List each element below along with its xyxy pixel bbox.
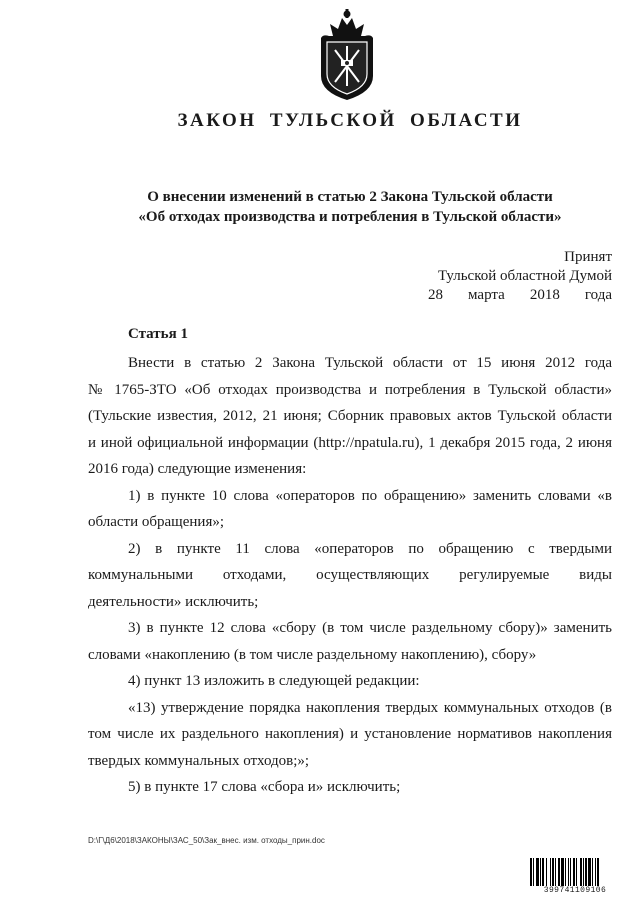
coat-of-arms-emblem [313, 6, 381, 104]
body-line: и иной официальной информации (http://npatula.ru), 1 декабря 2015 года, 2 июня [88, 434, 612, 451]
body-line: 2) в пункте 11 слова «операторов по обращению с твердыми [128, 540, 612, 557]
body-line: деятельности» исключить; [88, 593, 259, 610]
file-path-footer: D:\Г\Д6\2018\ЗАКОНЫ\ЗАС_50\Зак_внес. изм. отходы_прин.doc [88, 836, 325, 845]
body-line: Внести в статью 2 Закона Тульской области от 15 июня 2012 года [128, 355, 612, 371]
barcode-number: 399741109106 [528, 886, 622, 895]
article-body [88, 350, 612, 801]
subject-line-1: О внесении изменений в статью 2 Закона Тульской области [147, 189, 553, 205]
body-line: 2016 года) следующие изменения: [88, 461, 307, 477]
body-line: словами «накоплению (в том числе раздельному накоплению), сбору» [88, 646, 537, 663]
body-line: области обращения»; [88, 514, 225, 530]
body-line: коммунальными отходами, осуществляющих регулируемые виды [88, 567, 612, 583]
adopted-by: Тульской областной Думой [437, 268, 612, 284]
body-line: 1) в пункте 10 слова «операторов по обращению» заменить словами «в [128, 487, 612, 504]
adopted-label: Принят [564, 249, 612, 265]
adoption-month: марта [468, 287, 505, 303]
adoption-block [418, 248, 612, 305]
adoption-year-word: года [584, 287, 612, 303]
adoption-date [418, 286, 612, 305]
law-subject [0, 187, 640, 227]
adoption-day: 28 [428, 287, 443, 303]
article-heading: Статья 1 [128, 326, 188, 342]
law-title: ЗАКОН ТУЛЬСКОЙ ОБЛАСТИ [177, 110, 523, 131]
adoption-year: 2018 [529, 287, 560, 303]
body-line: 4) пункт 13 изложить в следующей редакции: [128, 673, 420, 689]
body-line: твердых коммунальных отходов;»; [88, 752, 310, 769]
body-line: № 1765-ЗТО «Об отходах производства и потребления в Тульской области» [88, 381, 612, 398]
subject-line-2: «Об отходах производства и потребления в Тульской области» [138, 209, 562, 225]
body-line: «13) утверждение порядка накопления твердых коммунальных отходов (в [128, 699, 612, 716]
body-line: том числе их раздельного накопления) и установление нормативов накопления [88, 726, 612, 742]
body-line: 3) в пункте 12 слова «сбору (в том числе раздельному сбору)» заменить [128, 620, 612, 636]
body-line: (Тульские известия, 2012, 21 июня; Сборник правовых актов Тульской области [88, 408, 612, 424]
body-line: 5) в пункте 17 слова «сбора и» исключить; [128, 779, 401, 795]
